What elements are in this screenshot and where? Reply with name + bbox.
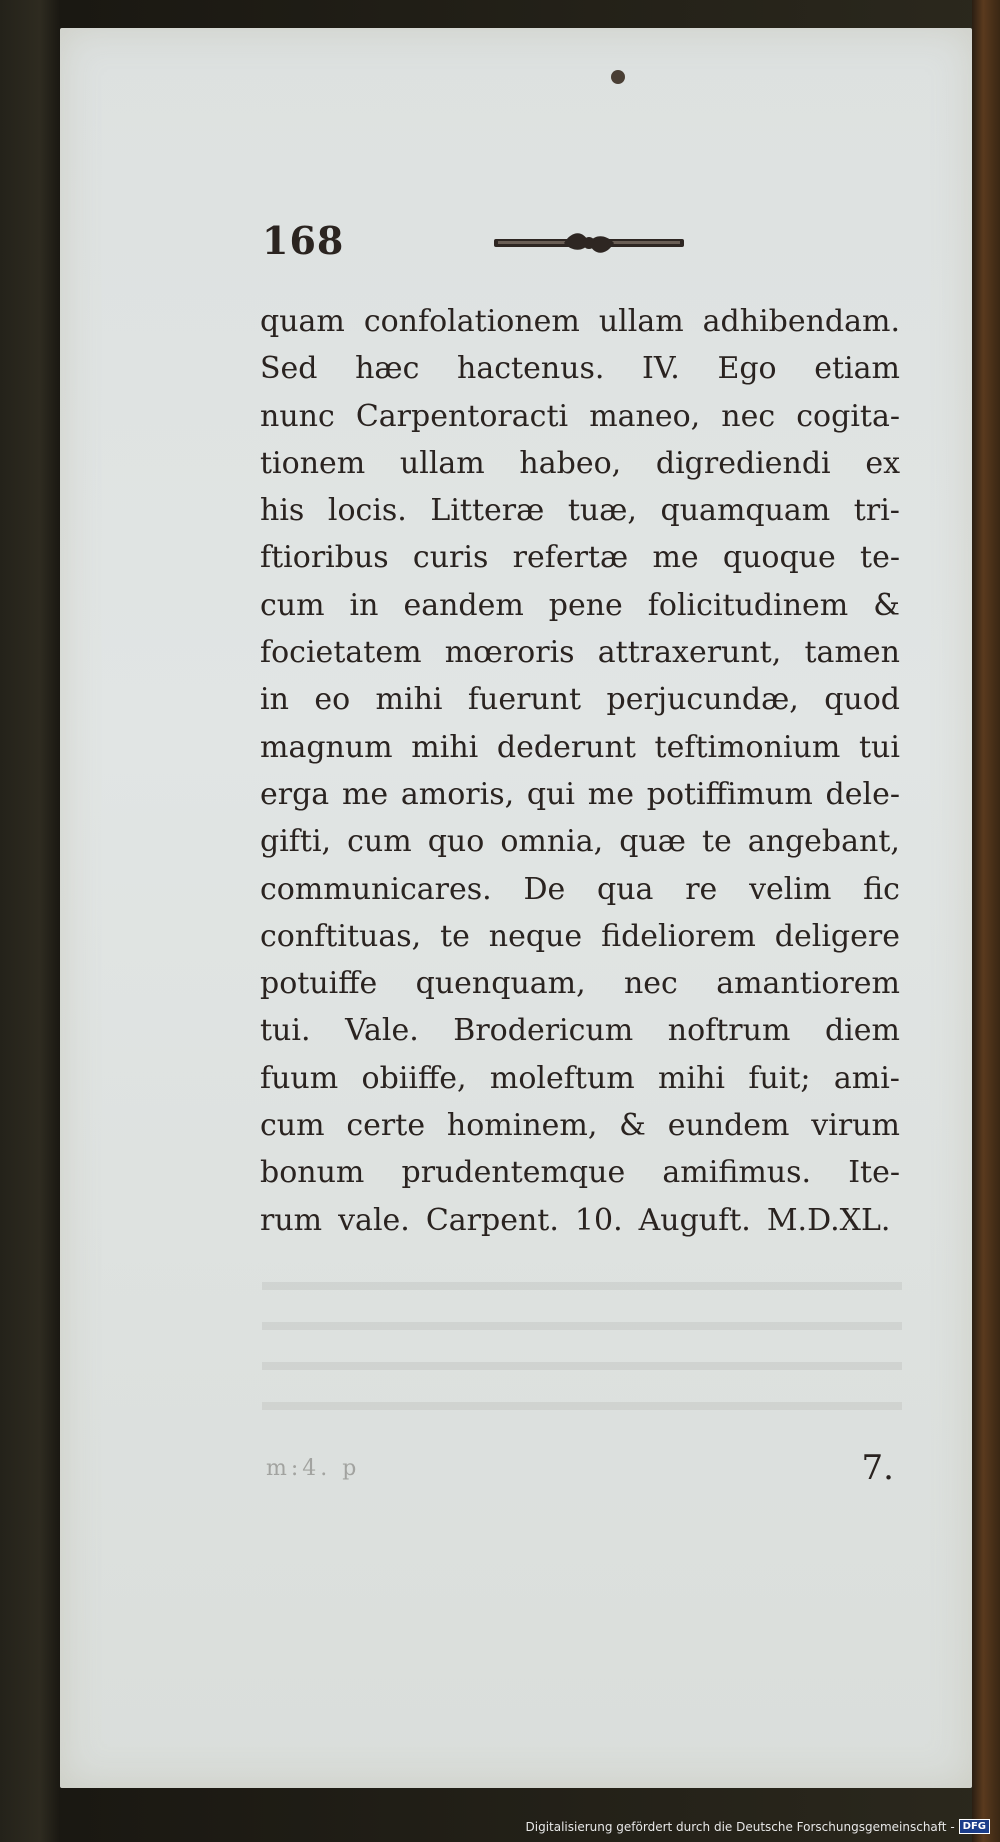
word: eundem [667,1108,790,1144]
word: cogita- [796,398,900,434]
word: nunc [260,398,335,434]
ink-spot [611,70,625,84]
faint-bleed-text: m:4. p [266,1456,361,1481]
word: te [701,824,732,860]
word: Carpentoracti [355,398,569,434]
word: tionem [260,445,366,481]
word: confolationem [363,304,580,339]
text-line [260,913,900,960]
word: tui. [260,1013,311,1049]
word: cum [260,587,325,623]
credit-text: Digitalisierung gefördert durch die Deutsche Forschungsgemeinschaft - [525,1819,955,1834]
word: teftimonium [654,729,841,765]
word: eo [314,682,351,718]
word: moleftum [489,1060,635,1096]
word: tui [858,729,900,765]
word: Brodericum [453,1013,634,1049]
word: adhibendam. [702,304,900,339]
word: hæc [355,351,420,387]
word: ullam [399,445,485,481]
word: in [349,587,379,623]
word: me [652,540,699,576]
word: fuum [260,1060,339,1096]
word: amantiorem [716,966,900,1002]
text-line [260,345,900,392]
signature-mark: 7. [861,1448,894,1488]
word: tamen [804,635,900,671]
word: IV. [642,351,680,387]
text-line [260,1197,900,1244]
word: cum [347,824,412,860]
word: maneo, [589,398,701,434]
word: eandem [403,587,524,623]
text-line [260,629,900,676]
text-line [260,818,900,865]
word: communicares. [260,871,492,907]
word: qua [597,871,654,907]
word: folicitudinem [647,587,849,623]
word: Auguft. [638,1202,751,1238]
word: his [260,493,305,529]
word: virum [811,1108,900,1144]
word: De [523,871,566,907]
word: & [873,587,900,623]
text-line [260,676,900,723]
word: ftioribus [260,540,389,576]
word: angebant, [747,824,900,860]
word: tri- [853,493,900,529]
word: deligere [774,918,900,954]
word: mihi [375,682,443,718]
ornament-icon [494,228,684,258]
word: ex [865,445,900,481]
word: bonum [260,1155,365,1191]
word: & [619,1108,646,1144]
text-line [260,866,900,913]
word: velim [749,871,832,907]
text-line [260,960,900,1007]
text-line [260,393,900,440]
text-line [260,771,900,818]
word: neque [488,918,583,954]
word: hactenus. [457,351,605,387]
page-footer [266,1448,902,1498]
word: quo [427,824,485,860]
word: digrediendi [655,445,831,481]
word: focietatem [260,635,422,671]
word: omnia, [500,824,604,860]
word: potiffimum [646,776,813,812]
word: pene [548,587,623,623]
word: M.D.XL. [766,1202,891,1238]
word: quam [260,304,345,339]
text-line [260,1102,900,1149]
word: 10. [574,1202,623,1238]
page-header [262,218,902,268]
text-line [260,298,900,345]
word: Litteræ [430,493,545,529]
word: Sed [260,351,318,387]
bleed-through [262,1250,902,1410]
word: fideliorem [601,918,756,954]
word: mihi [411,729,479,765]
word: gifti, [260,824,332,860]
text-line [260,440,900,487]
text-line [260,487,900,534]
word: quæ [619,824,686,860]
word: conftituas, [260,918,422,954]
word: ami- [833,1060,900,1096]
word: qui [526,776,576,812]
word: vale. [338,1202,410,1238]
word: certe [346,1108,426,1144]
word: quamquam [660,493,831,529]
word: te [440,918,470,954]
word: nec [623,966,678,1002]
text-line [260,1055,900,1102]
word: diem [824,1013,900,1049]
word: hominem, [446,1108,598,1144]
word: rum [260,1202,323,1238]
letter-text [260,298,900,1244]
word: me [341,776,389,812]
word: te- [860,540,900,576]
word: fic [863,871,900,907]
word: tuæ, [567,493,637,529]
word: perjucundæ, [606,682,799,718]
book-edge [972,0,1000,1842]
word: magnum [260,729,393,765]
word: Ite- [848,1155,900,1191]
word: in [260,682,289,718]
text-line [260,1149,900,1196]
word: etiam [814,351,900,387]
text-line [260,1007,900,1054]
word: Vale. [345,1013,419,1049]
word: obiiffe, [361,1060,467,1096]
word: dele- [825,776,900,812]
word: mœroris [444,635,575,671]
word: nec [721,398,776,434]
word: attraxerunt, [597,635,782,671]
word: locis. [327,493,407,529]
word: erga [260,776,330,812]
page-number: 168 [262,218,345,263]
dfg-logo: DFG [959,1819,990,1834]
word: fuerunt [467,682,582,718]
word: cum [260,1108,325,1144]
word: Carpent. [425,1202,559,1238]
word: Ego [717,351,777,387]
word: potuiffe [260,966,378,1002]
text-line [260,534,900,581]
word: quenquam, [415,966,586,1002]
word: curis [412,540,489,576]
word: amoris, [400,776,515,812]
word: mihi [658,1060,726,1096]
word: dederunt [496,729,636,765]
word: quod [824,682,900,718]
text-line [260,582,900,629]
word: prudentemque [401,1155,626,1191]
text-line [260,724,900,771]
word: habeo, [519,445,622,481]
word: me [587,776,634,812]
word: amifimus. [662,1155,812,1191]
digitization-credit [526,1819,991,1834]
word: quoque [722,540,836,576]
word: fuit; [748,1060,811,1096]
word: refertæ [512,540,629,576]
word: noftrum [667,1013,791,1049]
word: re [685,871,718,907]
word: ullam [598,304,684,339]
